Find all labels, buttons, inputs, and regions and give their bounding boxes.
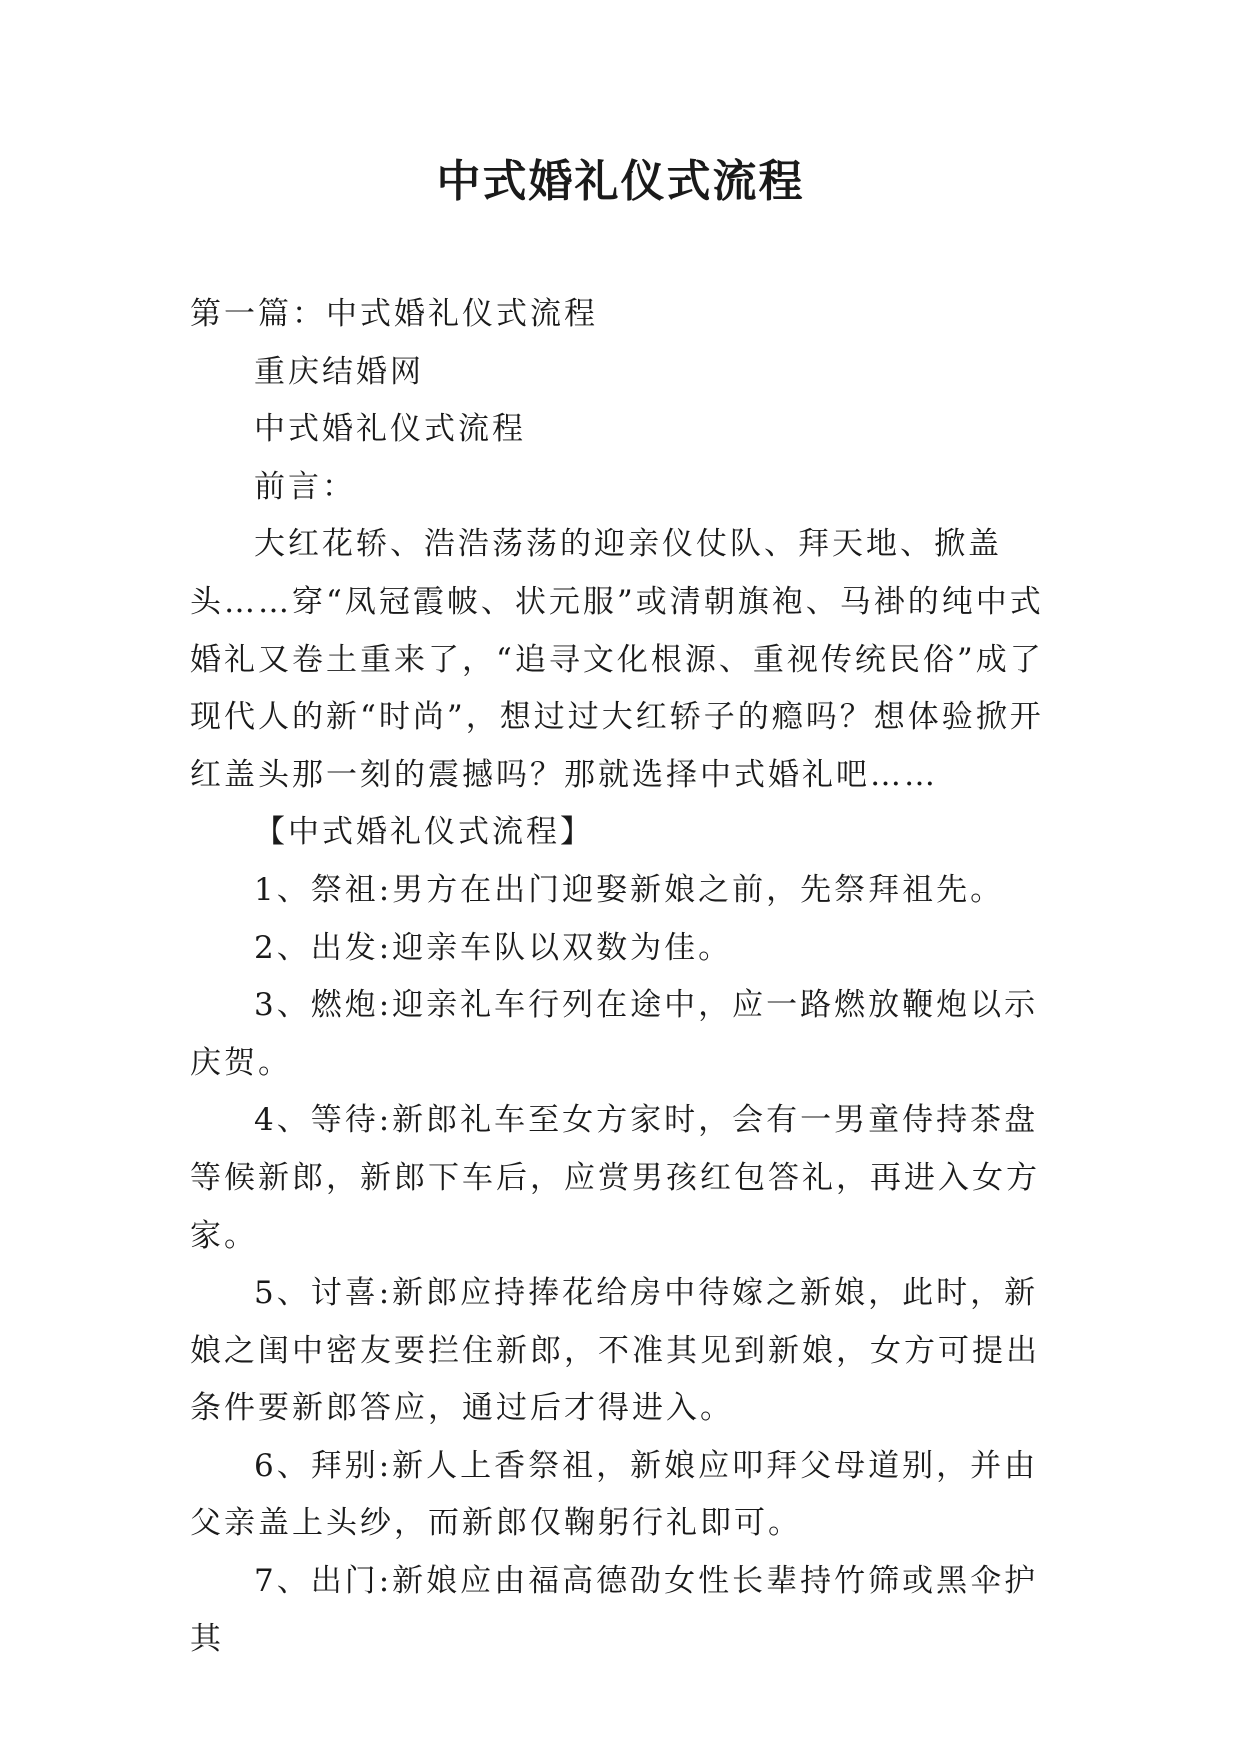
process-heading: 【中式婚礼仪式流程】 (254, 814, 594, 851)
step-paragraph: 7、出门:新娘应由福高德劭女性长辈持竹筛或黑伞护其 (190, 1563, 1039, 1657)
step-paragraph: 5、讨喜:新郎应持捧花给房中待嫁之新娘，此时，新娘之闺中密友要拦住新郎，不准其见到新娘，女方可提出条件要新郎答应，通过后才得进入。 (190, 1275, 1040, 1427)
step-paragraph: 2、出发:迎亲车队以双数为佳。 (254, 929, 733, 966)
step-paragraph: 3、燃炮:迎亲礼车行列在途中，应一路燃放鞭炮以示庆贺。 (190, 987, 1039, 1081)
preface-label: 前言： (254, 468, 356, 505)
document-body (190, 286, 1070, 1668)
subtitle-line: 中式婚礼仪式流程 (254, 411, 526, 448)
step-paragraph: 6、拜别:新人上香祭祖，新娘应叩拜父母道别，并由父亲盖上头纱，而新郎仅鞠躬行礼即可。 (190, 1447, 1039, 1542)
step-paragraph: 4、等待:新郎礼车至女方家时，会有一男童侍持茶盘等候新郎，新郎下车后，应赏男孩红包答礼，再进入女方家。 (190, 1102, 1040, 1254)
document-title: 中式婚礼仪式流程 (436, 156, 805, 207)
step-paragraph: 1、祭祖:男方在出门迎娶新娘之前，先祭拜祖先。 (254, 871, 1005, 908)
section-heading: 第一篇：中式婚礼仪式流程 (190, 296, 598, 332)
preface-paragraph: 大红花轿、浩浩荡荡的迎亲仪仗队、拜天地、掀盖头……穿“凤冠霞帔、状元服”或清朝旗袍、马褂的纯中式婚礼又卷土重来了，“追寻文化根源、重视传统民俗”成了现代人的新“时尚”，想过过大红轿子的瘾吗？想体验掀开红盖头那一刻的震撼吗？那就选择中式婚礼吧…… (190, 526, 1044, 793)
source-line: 重庆结婚网 (254, 353, 424, 390)
